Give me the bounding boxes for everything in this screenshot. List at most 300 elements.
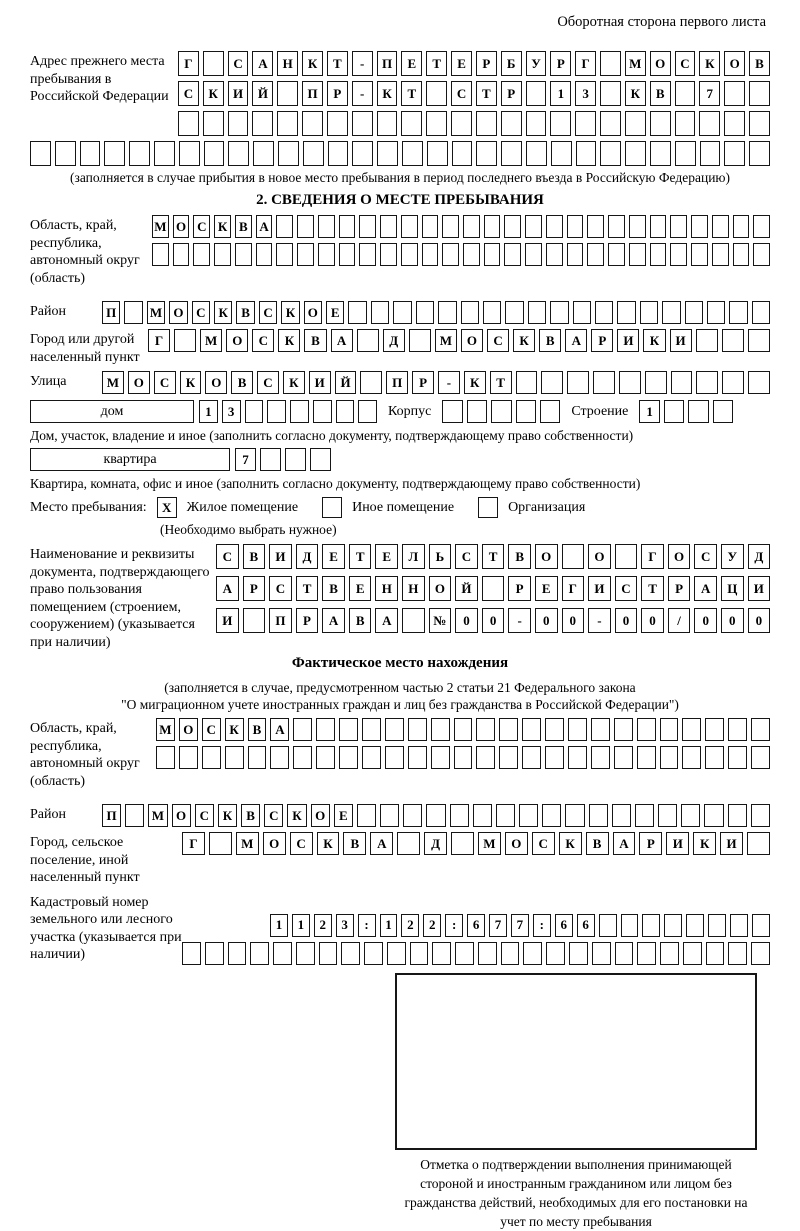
- char-box: 7: [489, 914, 507, 937]
- char-box: [550, 111, 571, 136]
- char-box: О: [668, 544, 691, 569]
- char-box: [179, 141, 200, 166]
- char-box: У: [721, 544, 744, 569]
- char-box: П: [386, 371, 408, 394]
- stay-type-label: Место пребывания:: [30, 499, 147, 515]
- char-box: [637, 746, 656, 769]
- char-box: Т: [327, 51, 348, 76]
- prev-address-row-2: [178, 81, 770, 106]
- char-box: [352, 141, 373, 166]
- actual-city-block: [30, 832, 770, 887]
- char-box: [225, 746, 244, 769]
- char-box: [432, 942, 451, 965]
- char-box: [576, 141, 597, 166]
- char-box: О: [724, 51, 745, 76]
- char-box: [248, 746, 267, 769]
- city-block: [30, 329, 770, 366]
- char-box: [683, 942, 702, 965]
- char-box: [696, 329, 718, 352]
- char-box: [546, 942, 565, 965]
- char-box: [546, 215, 563, 238]
- street-block: [30, 371, 770, 394]
- char-box: С: [216, 544, 239, 569]
- char-box: [504, 243, 521, 266]
- char-box: В: [343, 832, 366, 855]
- char-box: [752, 914, 770, 937]
- char-box: [243, 608, 266, 633]
- apartment-cells: [235, 448, 331, 471]
- char-box: С: [259, 301, 277, 324]
- char-box: С: [193, 215, 210, 238]
- char-box: [751, 746, 770, 769]
- char-box: [451, 832, 474, 855]
- char-box: С: [228, 51, 249, 76]
- document-row-1: [216, 544, 770, 569]
- char-box: 3: [336, 914, 354, 937]
- char-box: [327, 111, 348, 136]
- cadastral-row-1: [270, 914, 770, 937]
- char-box: [724, 111, 745, 136]
- char-box: [733, 243, 750, 266]
- char-box: [228, 111, 249, 136]
- char-box: [600, 111, 621, 136]
- char-box: М: [200, 329, 222, 352]
- char-box: [496, 804, 515, 827]
- char-box: [371, 301, 389, 324]
- house-caption: Дом, участок, владение и иное (заполнить согласно документу, подтверждающему право собственности): [30, 428, 634, 443]
- char-box: [484, 243, 501, 266]
- char-box: [748, 371, 770, 394]
- char-box: [377, 141, 398, 166]
- char-box: [637, 942, 656, 965]
- char-box: Т: [641, 576, 664, 601]
- char-box: [587, 243, 604, 266]
- char-box: И: [720, 832, 743, 855]
- actual-location-title: Фактическое место нахождения: [291, 655, 509, 671]
- char-box: [592, 942, 611, 965]
- char-box: [569, 942, 588, 965]
- document-row-2: [216, 576, 770, 601]
- char-box: О: [173, 215, 190, 238]
- char-box: [670, 243, 687, 266]
- char-box: [728, 746, 747, 769]
- char-box: [104, 141, 125, 166]
- char-box: [463, 215, 480, 238]
- char-box: К: [214, 215, 231, 238]
- char-box: [728, 804, 747, 827]
- char-box: [362, 718, 381, 741]
- char-box: [260, 448, 281, 471]
- char-box: [360, 371, 382, 394]
- char-box: Р: [476, 51, 497, 76]
- char-box: [463, 243, 480, 266]
- char-box: [476, 141, 497, 166]
- char-box: [256, 243, 273, 266]
- char-box: [682, 718, 701, 741]
- char-box: В: [236, 301, 254, 324]
- char-box: [712, 215, 729, 238]
- char-box: И: [269, 544, 292, 569]
- checkbox-other-premises: [322, 497, 342, 518]
- char-box: [516, 371, 538, 394]
- char-box: К: [278, 329, 300, 352]
- city-row: [148, 329, 770, 352]
- char-box: [526, 81, 547, 106]
- district-row: [102, 301, 770, 324]
- char-box: [416, 301, 434, 324]
- char-box: [617, 301, 635, 324]
- char-box: Р: [327, 81, 348, 106]
- stay-option-other-label: Иное помещение: [352, 499, 455, 515]
- char-box: [722, 371, 744, 394]
- char-box: [522, 718, 541, 741]
- char-box: [612, 804, 631, 827]
- char-box: Б: [501, 51, 522, 76]
- char-box: [591, 718, 610, 741]
- apartment-name-box: квартира: [30, 448, 230, 471]
- char-box: 6: [467, 914, 485, 937]
- char-box: [519, 804, 538, 827]
- char-box: [658, 804, 677, 827]
- char-box: [297, 215, 314, 238]
- char-box: [408, 718, 427, 741]
- char-box: [550, 301, 568, 324]
- char-box: С: [192, 301, 210, 324]
- char-box: У: [526, 51, 547, 76]
- char-box: [276, 243, 293, 266]
- char-box: [214, 243, 231, 266]
- char-box: М: [478, 832, 501, 855]
- actual-region-row-2: [156, 746, 770, 769]
- char-box: В: [231, 371, 253, 394]
- prev-address-row-3: [178, 111, 770, 136]
- prev-address-label: Адрес прежнего места пребывания в Российской Федерации: [30, 54, 169, 104]
- char-box: М: [625, 51, 646, 76]
- char-box: [705, 718, 724, 741]
- region-label: Область, край, республика, автономный округ (область): [30, 218, 140, 286]
- char-box: Р: [591, 329, 613, 352]
- char-box: [357, 804, 376, 827]
- char-box: 6: [555, 914, 573, 937]
- char-box: [408, 746, 427, 769]
- char-box: [483, 301, 501, 324]
- char-box: [591, 746, 610, 769]
- char-box: [491, 400, 511, 423]
- char-box: М: [102, 371, 124, 394]
- char-box: О: [304, 301, 322, 324]
- char-box: 0: [562, 608, 585, 633]
- char-box: [751, 942, 770, 965]
- prev-address-row-1: [178, 51, 770, 76]
- char-box: С: [252, 329, 274, 352]
- char-box: П: [302, 81, 323, 106]
- char-box: [733, 215, 750, 238]
- char-box: С: [195, 804, 214, 827]
- char-box: К: [283, 371, 305, 394]
- region-row-1: [152, 215, 770, 238]
- char-box: Т: [296, 576, 319, 601]
- char-box: 7: [235, 448, 256, 471]
- house-name-box: дом: [30, 400, 194, 423]
- char-box: [629, 243, 646, 266]
- char-box: К: [302, 51, 323, 76]
- char-box: [473, 804, 492, 827]
- char-box: Т: [482, 544, 505, 569]
- char-box: [682, 746, 701, 769]
- char-box: П: [269, 608, 292, 633]
- char-box: [310, 448, 331, 471]
- char-box: С: [154, 371, 176, 394]
- char-box: [599, 914, 617, 937]
- char-box: [728, 718, 747, 741]
- char-box: И: [617, 329, 639, 352]
- char-box: И: [309, 371, 331, 394]
- char-box: Е: [401, 51, 422, 76]
- char-box: [730, 914, 748, 937]
- house-row: [30, 400, 770, 423]
- char-box: 0: [455, 608, 478, 633]
- char-box: [476, 746, 495, 769]
- char-box: С: [269, 576, 292, 601]
- actual-region-label: Область, край, республика, автономный округ (область): [30, 721, 140, 789]
- char-box: К: [464, 371, 486, 394]
- char-box: В: [235, 215, 252, 238]
- char-box: [614, 746, 633, 769]
- char-box: И: [670, 329, 692, 352]
- char-box: [278, 141, 299, 166]
- char-box: [380, 804, 399, 827]
- char-box: [377, 111, 398, 136]
- char-box: К: [693, 832, 716, 855]
- actual-city-row: [182, 832, 770, 855]
- char-box: [328, 141, 349, 166]
- street-row: [102, 371, 770, 394]
- char-box: [675, 141, 696, 166]
- char-box: К: [203, 81, 224, 106]
- char-box: [600, 141, 621, 166]
- char-box: [387, 942, 406, 965]
- prev-address-row-4: [30, 141, 770, 166]
- char-box: О: [179, 718, 198, 741]
- char-box: [753, 215, 770, 238]
- char-box: [290, 400, 309, 423]
- char-box: [202, 746, 221, 769]
- char-box: [385, 718, 404, 741]
- char-box: -: [508, 608, 531, 633]
- char-box: [662, 301, 680, 324]
- char-box: [615, 942, 634, 965]
- char-box: [204, 141, 225, 166]
- char-box: [156, 746, 175, 769]
- char-box: С: [451, 81, 472, 106]
- char-box: Й: [455, 576, 478, 601]
- char-box: [619, 371, 641, 394]
- char-box: Р: [243, 576, 266, 601]
- char-box: Е: [322, 544, 345, 569]
- char-box: [482, 576, 505, 601]
- street-label: Улица: [30, 374, 67, 389]
- char-box: С: [694, 544, 717, 569]
- char-box: [293, 746, 312, 769]
- char-box: А: [694, 576, 717, 601]
- char-box: Д: [748, 544, 771, 569]
- char-box: А: [252, 51, 273, 76]
- char-box: [629, 215, 646, 238]
- char-box: [426, 81, 447, 106]
- char-box: [685, 301, 703, 324]
- char-box: 1: [550, 81, 571, 106]
- char-box: [660, 942, 679, 965]
- char-box: М: [147, 301, 165, 324]
- char-box: [751, 804, 770, 827]
- char-box: [525, 215, 542, 238]
- district-block: [30, 301, 770, 324]
- char-box: [575, 111, 596, 136]
- apartment-row: [30, 448, 770, 471]
- char-box: [541, 371, 563, 394]
- char-box: [699, 111, 720, 136]
- char-box: С: [257, 371, 279, 394]
- stay-option-residential-label: Жилое помещение: [186, 499, 299, 515]
- char-box: Т: [426, 51, 447, 76]
- char-box: М: [148, 804, 167, 827]
- char-box: 1: [199, 400, 218, 423]
- apartment-caption: Квартира, комната, офис и иное (заполнить согласно документу, подтверждающему право собственности): [30, 476, 641, 491]
- char-box: [753, 243, 770, 266]
- char-box: [348, 301, 366, 324]
- char-box: С: [178, 81, 199, 106]
- char-box: [174, 329, 196, 352]
- char-box: [724, 81, 745, 106]
- actual-region-block: [30, 718, 770, 804]
- char-box: [637, 718, 656, 741]
- char-box: 1: [270, 914, 288, 937]
- char-box: А: [270, 718, 289, 741]
- char-box: [675, 111, 696, 136]
- char-box: Т: [476, 81, 497, 106]
- char-box: [250, 942, 269, 965]
- char-box: А: [370, 832, 393, 855]
- char-box: [476, 718, 495, 741]
- char-box: [179, 746, 198, 769]
- char-box: А: [216, 576, 239, 601]
- char-box: О: [429, 576, 452, 601]
- char-box: К: [559, 832, 582, 855]
- korpus-cells: [442, 400, 560, 423]
- char-box: [708, 914, 726, 937]
- char-box: 0: [721, 608, 744, 633]
- char-box: [339, 746, 358, 769]
- char-box: [319, 942, 338, 965]
- char-box: [712, 243, 729, 266]
- char-box: [614, 718, 633, 741]
- char-box: А: [375, 608, 398, 633]
- char-box: [747, 832, 770, 855]
- char-box: [209, 832, 232, 855]
- district-label: Район: [30, 304, 66, 319]
- char-box: [705, 746, 724, 769]
- char-box: Е: [326, 301, 344, 324]
- actual-location-note-2: "О миграционном учете иностранных граждан и лиц без гражданства в Российской Федерации"): [121, 697, 679, 712]
- char-box: [173, 243, 190, 266]
- char-box: [691, 215, 708, 238]
- char-box: [650, 215, 667, 238]
- char-box: [501, 942, 520, 965]
- char-box: К: [214, 301, 232, 324]
- char-box: 1: [639, 400, 660, 423]
- char-box: П: [102, 301, 120, 324]
- char-box: [664, 400, 685, 423]
- char-box: [426, 804, 445, 827]
- char-box: Р: [296, 608, 319, 633]
- char-box: О: [650, 51, 671, 76]
- char-box: 7: [699, 81, 720, 106]
- char-box: О: [172, 804, 191, 827]
- char-box: [358, 400, 377, 423]
- char-box: [152, 243, 169, 266]
- char-box: Е: [334, 804, 353, 827]
- char-box: [642, 914, 660, 937]
- char-box: [608, 215, 625, 238]
- city-label: Город или другой населенный пункт: [30, 332, 140, 365]
- char-box: [704, 804, 723, 827]
- char-box: [501, 141, 522, 166]
- char-box: К: [643, 329, 665, 352]
- char-box: [551, 141, 572, 166]
- prev-address-caption: (заполняется в случае прибытия в новое место пребывания в период последнего въезда в Российскую Федерацию): [69, 170, 731, 185]
- char-box: [650, 243, 667, 266]
- char-box: [339, 243, 356, 266]
- section2-title: 2. СВЕДЕНИЯ О МЕСТЕ ПРЕБЫВАНИЯ: [256, 192, 544, 208]
- char-box: [422, 243, 439, 266]
- char-box: Л: [402, 544, 425, 569]
- char-box: К: [699, 51, 720, 76]
- char-box: А: [565, 329, 587, 352]
- char-box: Е: [451, 51, 472, 76]
- char-box: Ь: [429, 544, 452, 569]
- char-box: [562, 544, 585, 569]
- char-box: В: [322, 576, 345, 601]
- char-box: В: [243, 544, 266, 569]
- char-box: К: [625, 81, 646, 106]
- char-box: Е: [349, 576, 372, 601]
- char-box: С: [455, 544, 478, 569]
- document-label: Наименование и реквизиты документа, подтверждающего право пользования помещением (строением, сооружением) (указывается при наличии): [30, 547, 210, 650]
- char-box: №: [429, 608, 452, 633]
- char-box: И: [588, 576, 611, 601]
- char-box: [499, 718, 518, 741]
- char-box: 2: [314, 914, 332, 937]
- char-box: [267, 400, 286, 423]
- char-box: Д: [383, 329, 405, 352]
- char-box: -: [352, 81, 373, 106]
- char-box: К: [377, 81, 398, 106]
- char-box: [455, 942, 474, 965]
- page-note: Оборотная сторона первого листа: [557, 14, 766, 30]
- char-box: [525, 243, 542, 266]
- char-box: Т: [401, 81, 422, 106]
- char-box: Р: [501, 81, 522, 106]
- document-row-3: [216, 608, 770, 633]
- char-box: [728, 942, 747, 965]
- char-box: В: [508, 544, 531, 569]
- char-box: [729, 301, 747, 324]
- char-box: -: [588, 608, 611, 633]
- char-box: К: [287, 804, 306, 827]
- char-box: Д: [296, 544, 319, 569]
- char-box: [587, 215, 604, 238]
- char-box: [438, 301, 456, 324]
